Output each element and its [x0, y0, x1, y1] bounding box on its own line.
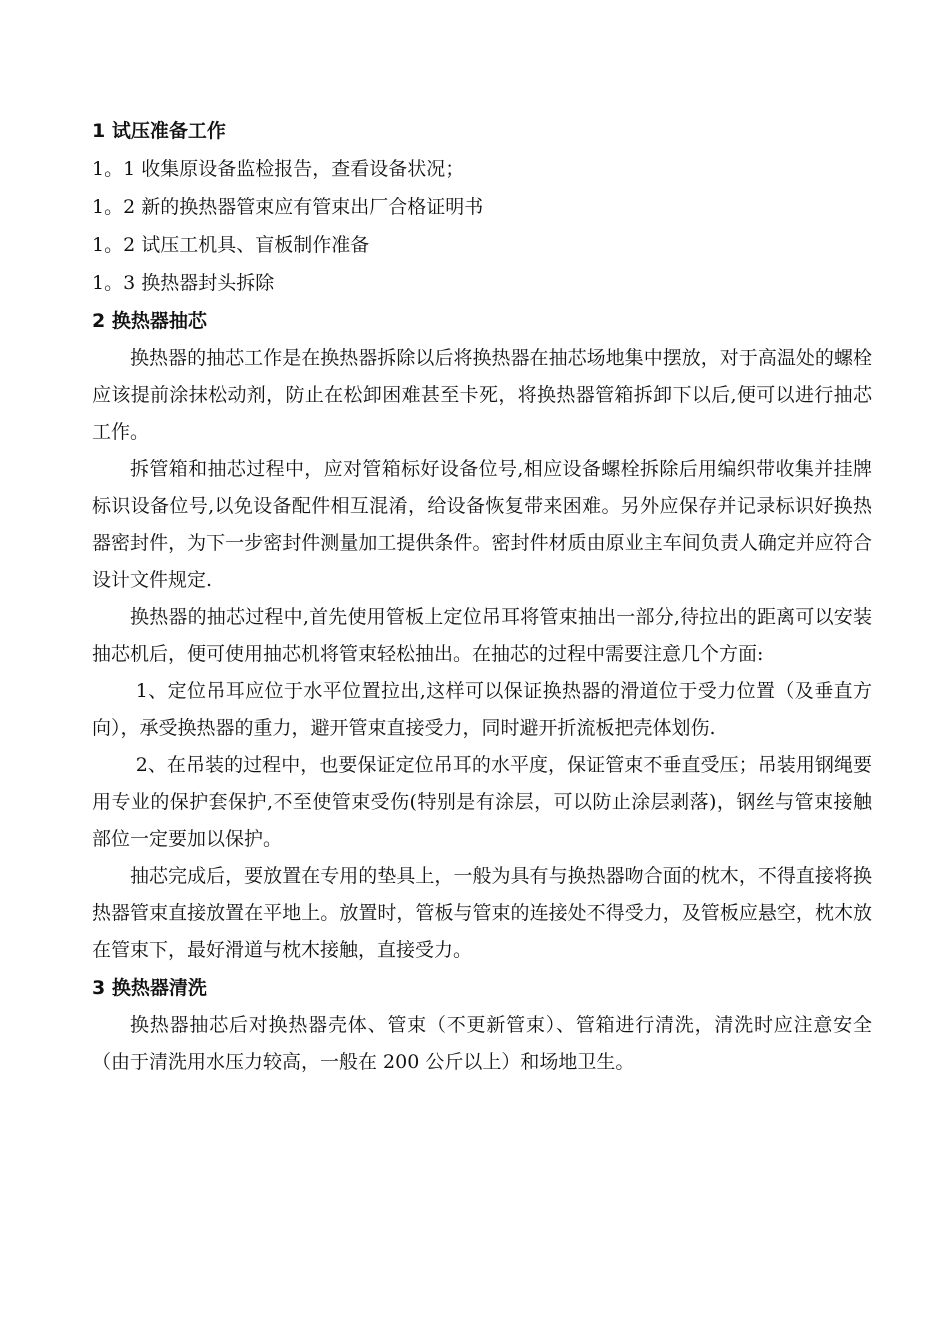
section-2-heading: 2 换热器抽芯: [92, 310, 207, 332]
section-2-list-paragraph: 2、在吊装的过程中，也要保证定位吊耳的水平度，保证管束不垂直受压；吊装用钢绳要用专业的保护套保护,不至使管束受伤(特别是有涂层，可以防止涂层剥落)，钢丝与管束接触部位一定要加以保护。: [92, 754, 872, 850]
section-1-item: 1。3 换热器封头拆除: [92, 272, 275, 294]
section-2-paragraph: 拆管箱和抽芯过程中，应对管箱标好设备位号,相应设备螺栓拆除后用编织带收集并挂牌标识设备位号,以免设备配件相互混淆，给设备恢复带来困难。另外应保存并记录标识好换热器密封件，为下一步密封件测量加工提供条件。密封件材质由原业主车间负责人确定并应符合设计文件规定.: [92, 458, 872, 591]
section-3-heading: 3 换热器清洗: [92, 977, 207, 999]
section-2-list-paragraph: 1、定位吊耳应位于水平位置拉出,这样可以保证换热器的滑道位于受力位置（及垂直方向），承受换热器的重力，避开管束直接受力，同时避开折流板把壳体划伤.: [92, 680, 872, 739]
section-2-paragraph: 换热器的抽芯工作是在换热器拆除以后将换热器在抽芯场地集中摆放，对于高温处的螺栓应该提前涂抹松动剂，防止在松卸困难甚至卡死，将换热器管箱拆卸下以后,便可以进行抽芯工作。: [92, 347, 872, 443]
section-3-paragraph: 换热器抽芯后对换热器壳体、管束（不更新管束）、管箱进行清洗，清洗时应注意安全（由于清洗用水压力较高，一般在 200 公斤以上）和场地卫生。: [92, 1014, 872, 1073]
section-1-heading: 1 试压准备工作: [92, 120, 226, 142]
section-2-paragraph: 抽芯完成后，要放置在专用的垫具上，一般为具有与换热器吻合面的枕木，不得直接将换热器管束直接放置在平地上。放置时，管板与管束的连接处不得受力，及管板应悬空，枕木放在管束下，最好滑道与枕木接触，直接受力。: [92, 865, 872, 961]
section-2-paragraph: 换热器的抽芯过程中,首先使用管板上定位吊耳将管束抽出一部分,待拉出的距离可以安装抽芯机后，便可使用抽芯机将管束轻松抽出。在抽芯的过程中需要注意几个方面:: [92, 606, 872, 665]
section-1-item: 1。1 收集原设备监检报告，查看设备状况；: [92, 158, 465, 180]
section-1-item: 1。2 试压工机具、盲板制作准备: [92, 234, 370, 256]
section-1-item: 1。2 新的换热器管束应有管束出厂合格证明书: [92, 196, 484, 218]
